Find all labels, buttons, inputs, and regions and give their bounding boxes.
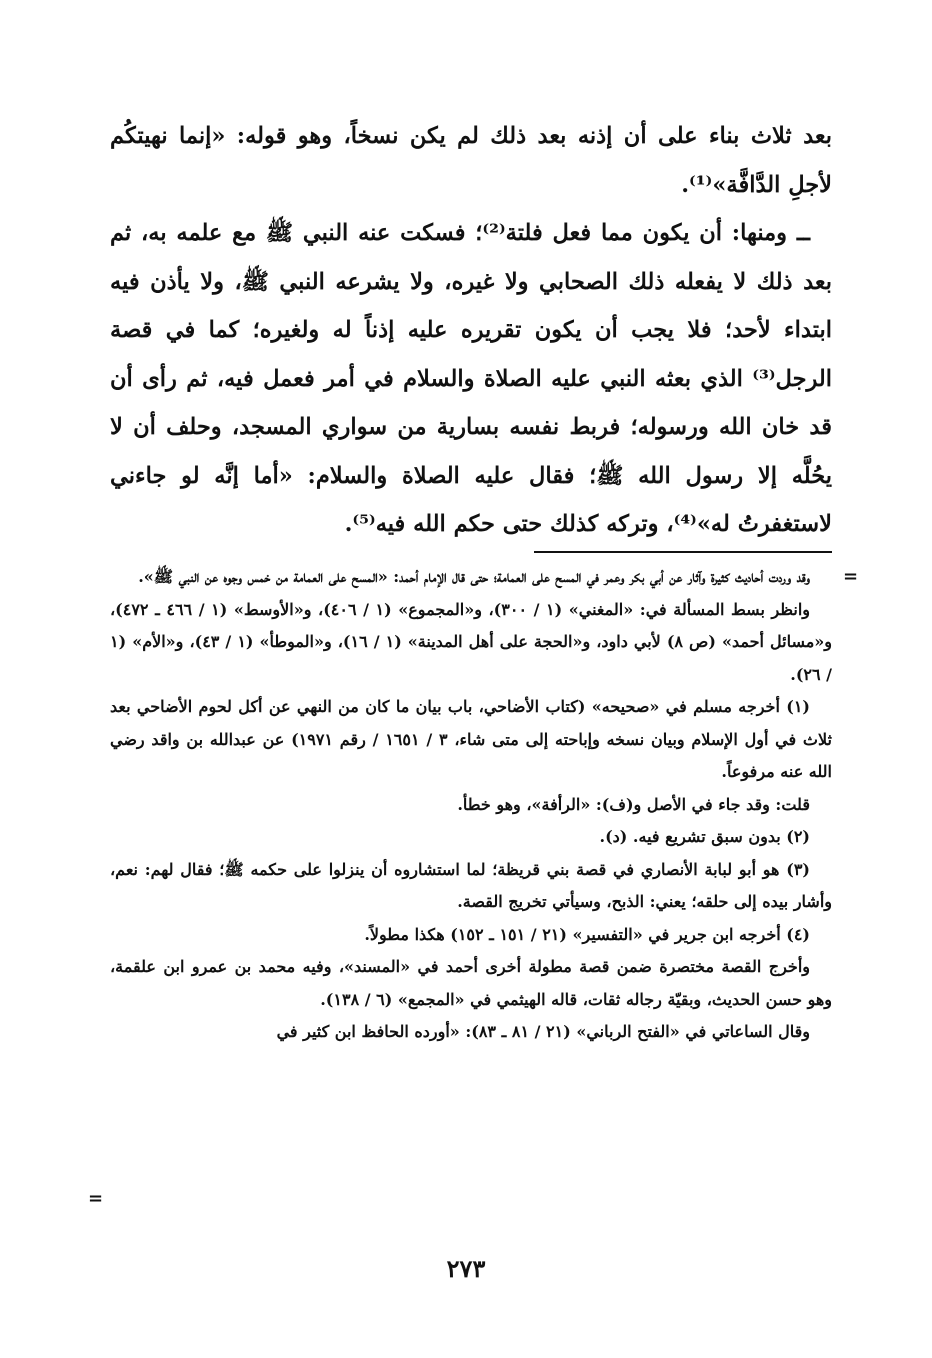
page-number: ٢٧٣ [446,1254,486,1283]
footnote-continuation-mark-bottom: = [88,1188,104,1209]
footnotes-block [110,561,832,1049]
footnote-4-saati: وقال الساعاتي في «الفتح الرباني» (٢١ / ٨١ ـ ٨٣): «أورده الحافظ ابن كثير في [276,1022,810,1041]
footnote-continuation-mark-top: = [843,566,859,587]
footnote-1: (١) أخرجه مسلم في «صحيحه» (كتاب الأضاحي، باب بيان ما كان من النهي عن أكل لحوم الأضاحي بعد ثلاث في أول الإسلام وبيان نسخه وإباحته إلى متى شاء، ٣ / ١٦٥١ / رقم ١٩٧١) عن عبدالله بن واقد رضي الله عنه مرفوعاً. [110,697,832,781]
footnote-1-note: قلت: وقد جاء في الأصل و(ف): «الرأفة»، وهو خطأ. [457,794,810,814]
footnote-line: وقد وردت أحاديث كثيرة وآثار عن أبي بكر وعمر في المسح على العمامة؛ حتى قال الإمام أحمد: «المسح على العمامة من خمس وجوه عن النبي ﷺ». [138,567,810,586]
footnote-4-continued: وأخرج القصة مختصرة ضمن قصة مطولة أخرى أحمد في «المسند»، وفيه محمد بن عمرو ابن علقمة، وهو حسن الحديث، وبقيّة رجاله ثقات، قاله الهيثمي في «المجمع» (٦ / ١٣٨). [110,957,832,1009]
main-text-block [110,112,832,549]
footnote-separator-rule [534,551,832,553]
footnote-3: (٣) هو أبو لبابة الأنصاري في قصة بني قريظة؛ لما استشاروه أن ينزلوا على حكمه ﷺ؛ فقال لهم: نعم، وأشار بيده إلى حلقه؛ يعني: الذبح، وسيأتي تخريج القصة. [110,859,832,911]
footnote-2: (٢) بدون سبق تشريع فيه. (د). [599,827,810,846]
main-paragraph-2: ــ ومنها: أن يكون مما فعل فلتة⁽²⁾؛ فسكت عنه النبي ﷺ مع علمه به، ثم بعد ذلك لا يفعله ذلك الصحابي ولا غيره، ولا يشرعه النبي ﷺ، ولا يأذن فيه ابتداء لأحد؛ فلا يجب أن يكون تقريره عليه إذناً له ولغيره؛ كما في قصة الرجل⁽³⁾ الذي بعثه النبي عليه الصلاة والسلام في أمر فعمل فيه، ثم رأى أن قد خان الله ورسوله؛ فربط نفسه بسارية من سواري المسجد، وحلف أن لا يحُلَّه إلا رسول الله ﷺ؛ فقال عليه الصلاة والسلام: «أما إنَّه لو جاءني لاستغفرتُ له»⁽⁴⁾، وتركه كذلك حتى حكم الله فيه⁽⁵⁾. [110,220,832,537]
footnote-4: (٤) أخرجه ابن جرير في «التفسير» (٢١ / ١٥١ ـ ١٥٢) هكذا مطولاً. [364,924,810,944]
main-paragraph-1: بعد ثلاث بناء على أن إذنه بعد ذلك لم يكن نسخاً، وهو قوله: «إنما نهيتكُم لأجلِ الدَّافَّة»⁽¹⁾. [110,123,832,198]
footnote-line: وانظر بسط المسألة في: «المغني» (١ / ٣٠٠)، و«المجموع» (١ / ٤٠٦)، و«الأوسط» (١ / ٤٦٦ ـ ٤٧٢)، و«مسائل أحمد» (ص ٨) لأبي داود، و«الحجة على أهل المدينة» (١ / ١٦)، و«الموطأ» (١ / ٤٣)، و«الأم» (١ / ٢٦). [110,599,833,684]
